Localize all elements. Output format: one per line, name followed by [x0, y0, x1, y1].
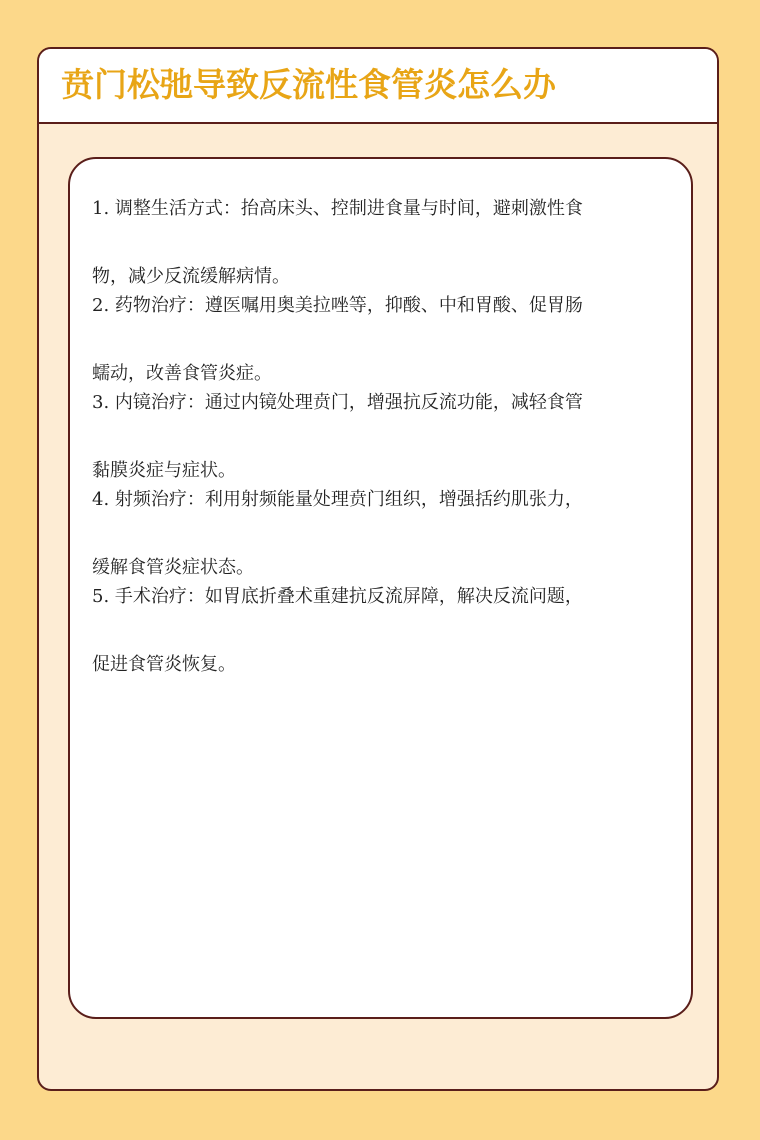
list-item-2: [92, 296, 672, 384]
list-item-first-line: [92, 296, 672, 316]
list-item-second-line: 蠕动，改善食管炎症。: [92, 363, 272, 384]
list-item-text: 手术治疗：如胃底折叠术重建抗反流屏障，解决反流问题，: [114, 586, 583, 607]
list-item-number: 4.: [92, 489, 110, 510]
list-item-number: 2.: [92, 295, 110, 316]
content-panel: [68, 157, 693, 1019]
list-item-5: [92, 587, 672, 675]
list-item-text: 内镜治疗：通过内镜处理贲门，增强抗反流功能，减轻食管: [114, 392, 583, 413]
list-item-first-line: [92, 490, 672, 510]
list-item-number: 1.: [92, 198, 110, 219]
list-item-first-line: [92, 587, 672, 607]
list-item-number: 3.: [92, 392, 110, 413]
page-title: 贲门松弛导致反流性食管炎怎么办: [61, 65, 556, 104]
list-item-3: [92, 393, 672, 481]
list-item-number: 5.: [92, 586, 110, 607]
list-item-text: 射频治疗：利用射频能量处理贲门组织，增强括约肌张力，: [114, 489, 583, 510]
list-item-first-line: [92, 393, 672, 413]
list-item-text: 药物治疗：遵医嘱用奥美拉唑等，抑酸、中和胃酸、促胃肠: [114, 295, 583, 316]
article-card: [37, 47, 719, 1091]
list-item-first-line: [92, 199, 672, 219]
list-item-second-line: 黏膜炎症与症状。: [92, 460, 236, 481]
list-item-4: [92, 490, 672, 578]
list-item-second-line: 物，减少反流缓解病情。: [92, 266, 290, 287]
card-header: [39, 49, 717, 124]
list-item-second-line: 促进食管炎恢复。: [92, 654, 236, 675]
list-item-text: 调整生活方式：抬高床头、控制进食量与时间，避刺激性食: [114, 198, 583, 219]
treatment-list: [92, 199, 672, 684]
list-item-second-line: 缓解食管炎症状态。: [92, 557, 254, 578]
list-item-1: [92, 199, 672, 287]
